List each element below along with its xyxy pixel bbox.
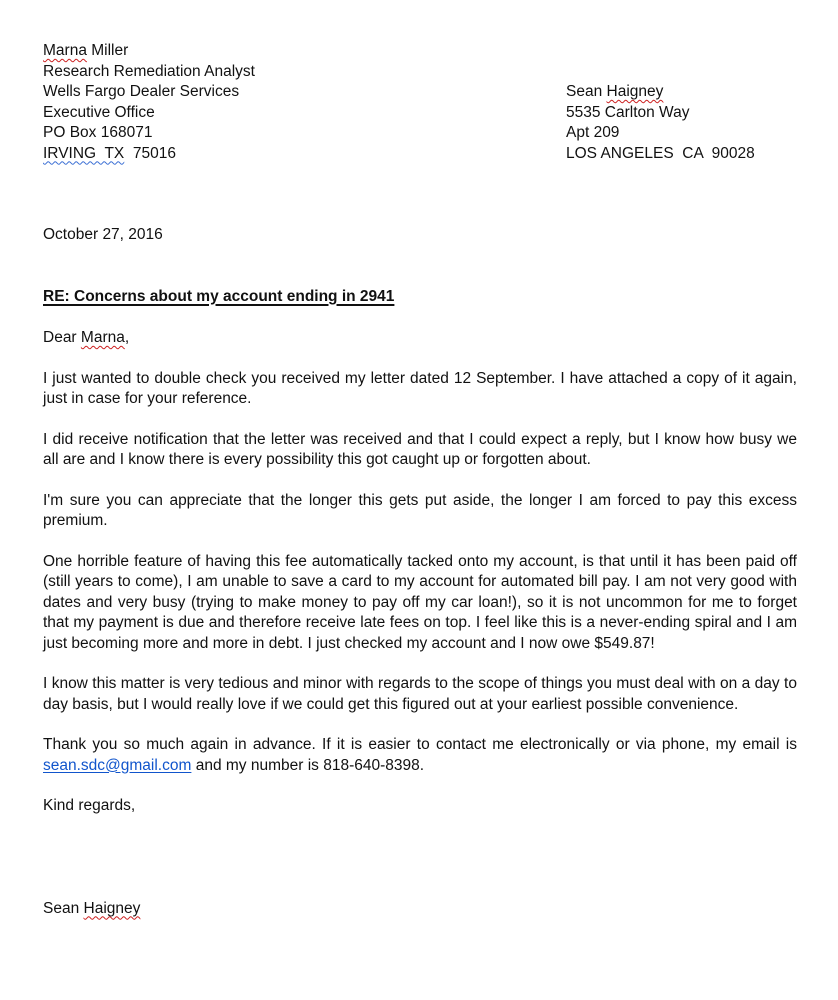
sender-street: 5535 Carlton Way [566, 103, 690, 121]
salutation-suffix: , [124, 329, 130, 346]
letter-date: October 27, 2016 [43, 226, 163, 243]
closing: Kind regards, [43, 797, 136, 814]
recipient-company: Wells Fargo Dealer Services [43, 83, 240, 100]
recipient-first-name: Marna [43, 42, 87, 59]
sender-name [566, 82, 755, 103]
recipient-po-box: PO Box 168071 [43, 124, 153, 141]
subject-line: RE: Concerns about my account ending in 2941 [43, 287, 395, 305]
paragraph-1: I just wanted to double check you received my letter dated 12 September. I have attached a copy of it again, just in case for your reference. [43, 369, 797, 407]
signature [43, 899, 797, 920]
paragraph-5: I know this matter is very tedious and minor with regards to the scope of things you must deal with on a day to day basis, but I would really love if we could get this figured out at your earliest possible convenience. [43, 675, 797, 713]
signature-last-name: Haigney [83, 899, 141, 917]
signature-first-name: Sean [43, 899, 84, 917]
recipient-office: Executive Office [43, 103, 155, 121]
recipient-name [43, 41, 255, 62]
recipient-zip: 75016 [124, 144, 176, 162]
sender-last-name: Haigney [606, 83, 664, 100]
paragraph-6-before-link: Thank you so much again in advance. If it is easier to contact me electronically or via phone, my email is [43, 736, 797, 753]
paragraph-4: One horrible feature of having this fee automatically tacked onto my account, is that until it has been paid off (still years to come), I am unable to save a card to my account for automated bill pay. I am not very good with dates and very busy (trying to make money to pay off my car loan!), so it is not uncommon for me to forget that my payment is due and therefore receive late fees on top. I feel like this is a never-ending spiral and I am just becoming more and more in debt. I just checked my account and I now owe $549.87! [43, 552, 797, 652]
paragraph-6-after-link: and my number is 818-640-8398. [191, 756, 425, 774]
sender-city-state-zip: LOS ANGELES CA 90028 [566, 144, 755, 162]
sender-first-name: Sean [566, 83, 607, 100]
salutation-prefix: Dear [43, 329, 81, 346]
address-header [43, 41, 797, 165]
sender-apt: Apt 209 [566, 124, 620, 141]
salutation-name: Marna [80, 329, 125, 346]
paragraph-6 [43, 735, 797, 776]
recipient-address-block [43, 41, 255, 164]
recipient-city-state: IRVING TX [43, 144, 125, 162]
paragraph-2: I did receive notification that the letter was received and that I could expect a reply, but I know how busy we all are and I know there is every possibility this got caught up or forgotten about. [43, 430, 797, 468]
recipient-name-rest: Miller [86, 42, 129, 59]
sender-address-block [566, 82, 755, 164]
salutation [43, 328, 797, 349]
recipient-city-line [43, 144, 255, 165]
email-link[interactable]: sean.sdc@gmail.com [43, 756, 192, 774]
paragraph-3: I'm sure you can appreciate that the longer this gets put aside, the longer I am forced to pay this excess premium. [43, 491, 797, 529]
recipient-title: Research Remediation Analyst [43, 62, 255, 80]
